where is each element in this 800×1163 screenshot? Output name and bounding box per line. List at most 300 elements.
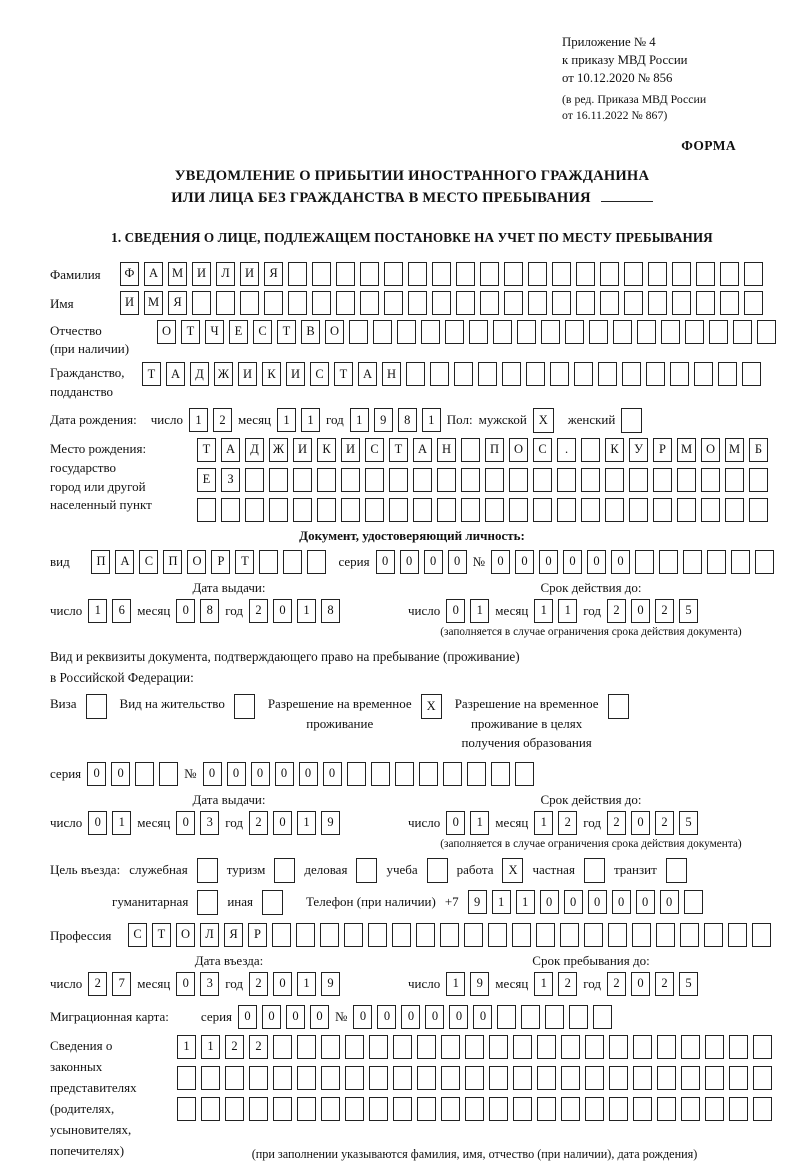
checkbox-cell[interactable] — [427, 858, 448, 883]
char-box[interactable]: 0 — [611, 550, 630, 574]
char-box[interactable] — [393, 1035, 412, 1059]
char-box[interactable] — [550, 362, 569, 386]
char-box[interactable] — [581, 438, 600, 462]
char-box[interactable]: 0 — [353, 1005, 372, 1029]
char-box[interactable] — [245, 468, 264, 492]
char-box[interactable]: 0 — [111, 762, 130, 786]
checkbox-cell[interactable] — [274, 858, 295, 883]
char-box[interactable]: 2 — [655, 972, 674, 996]
char-box[interactable] — [624, 291, 643, 315]
char-box[interactable] — [605, 468, 624, 492]
char-box[interactable] — [742, 362, 761, 386]
char-box[interactable]: А — [166, 362, 185, 386]
char-box[interactable]: О — [176, 923, 195, 947]
char-box[interactable] — [249, 1066, 268, 1090]
char-box[interactable]: 3 — [200, 811, 219, 835]
char-box[interactable] — [729, 1066, 748, 1090]
char-box[interactable] — [696, 291, 715, 315]
char-box[interactable]: 0 — [424, 550, 443, 574]
char-box[interactable] — [413, 498, 432, 522]
char-box[interactable] — [593, 1005, 612, 1029]
checkbox-cell[interactable] — [234, 694, 255, 719]
char-box[interactable] — [684, 890, 703, 914]
char-box[interactable]: 1 — [534, 972, 553, 996]
char-box[interactable] — [296, 923, 315, 947]
char-box[interactable] — [297, 1066, 316, 1090]
char-box[interactable] — [297, 1097, 316, 1121]
char-box[interactable] — [393, 1097, 412, 1121]
char-box[interactable] — [489, 1097, 508, 1121]
char-box[interactable]: 0 — [176, 599, 195, 623]
char-box[interactable]: 0 — [376, 550, 395, 574]
char-box[interactable]: Т — [334, 362, 353, 386]
char-box[interactable]: Е — [197, 468, 216, 492]
char-box[interactable]: 5 — [679, 811, 698, 835]
char-box[interactable] — [541, 320, 560, 344]
char-box[interactable]: 0 — [176, 972, 195, 996]
char-box[interactable] — [517, 320, 536, 344]
char-box[interactable]: 0 — [251, 762, 270, 786]
char-box[interactable]: 1 — [492, 890, 511, 914]
char-box[interactable] — [680, 923, 699, 947]
char-box[interactable] — [635, 550, 654, 574]
char-box[interactable] — [135, 762, 154, 786]
char-box[interactable] — [528, 262, 547, 286]
char-box[interactable] — [709, 320, 728, 344]
char-box[interactable]: 1 — [534, 599, 553, 623]
char-box[interactable] — [456, 262, 475, 286]
char-box[interactable] — [533, 498, 552, 522]
char-box[interactable]: В — [301, 320, 320, 344]
char-box[interactable]: 2 — [558, 811, 577, 835]
char-box[interactable]: 2 — [607, 972, 626, 996]
char-box[interactable] — [609, 1035, 628, 1059]
char-box[interactable] — [653, 468, 672, 492]
char-box[interactable] — [509, 498, 528, 522]
char-box[interactable]: 0 — [631, 811, 650, 835]
char-box[interactable]: 1 — [201, 1035, 220, 1059]
char-box[interactable]: 1 — [88, 599, 107, 623]
char-box[interactable]: 0 — [88, 811, 107, 835]
char-box[interactable]: 0 — [400, 550, 419, 574]
char-box[interactable] — [413, 468, 432, 492]
char-box[interactable] — [441, 1066, 460, 1090]
char-box[interactable] — [485, 498, 504, 522]
char-box[interactable] — [417, 1035, 436, 1059]
char-box[interactable] — [273, 1066, 292, 1090]
char-box[interactable]: . — [557, 438, 576, 462]
char-box[interactable]: 1 — [470, 811, 489, 835]
char-box[interactable]: Т — [152, 923, 171, 947]
char-box[interactable] — [464, 923, 483, 947]
char-box[interactable] — [497, 1005, 516, 1029]
char-box[interactable]: Ф — [120, 262, 139, 286]
char-box[interactable] — [672, 262, 691, 286]
char-box[interactable] — [159, 762, 178, 786]
char-box[interactable] — [585, 1097, 604, 1121]
char-box[interactable] — [365, 498, 384, 522]
char-box[interactable]: А — [144, 262, 163, 286]
char-box[interactable] — [744, 291, 763, 315]
char-box[interactable] — [201, 1066, 220, 1090]
char-box[interactable] — [657, 1066, 676, 1090]
char-box[interactable] — [656, 923, 675, 947]
char-box[interactable] — [537, 1035, 556, 1059]
char-box[interactable] — [445, 320, 464, 344]
char-box[interactable] — [480, 291, 499, 315]
char-box[interactable] — [632, 923, 651, 947]
char-box[interactable] — [504, 262, 523, 286]
char-box[interactable]: 0 — [612, 890, 631, 914]
char-box[interactable]: Л — [200, 923, 219, 947]
char-box[interactable] — [670, 362, 689, 386]
char-box[interactable]: Т — [197, 438, 216, 462]
char-box[interactable]: 0 — [491, 550, 510, 574]
char-box[interactable] — [557, 498, 576, 522]
char-box[interactable] — [609, 1066, 628, 1090]
char-box[interactable] — [696, 262, 715, 286]
char-box[interactable] — [417, 1066, 436, 1090]
char-box[interactable]: 2 — [88, 972, 107, 996]
char-box[interactable] — [600, 262, 619, 286]
char-box[interactable] — [552, 291, 571, 315]
char-box[interactable] — [269, 468, 288, 492]
char-box[interactable]: М — [144, 291, 163, 315]
char-box[interactable] — [744, 262, 763, 286]
char-box[interactable]: 1 — [350, 408, 369, 432]
char-box[interactable]: С — [533, 438, 552, 462]
char-box[interactable]: 2 — [249, 599, 268, 623]
char-box[interactable]: Ж — [214, 362, 233, 386]
char-box[interactable] — [565, 320, 584, 344]
char-box[interactable] — [369, 1097, 388, 1121]
char-box[interactable]: 1 — [422, 408, 441, 432]
char-box[interactable] — [561, 1097, 580, 1121]
checkbox-cell[interactable] — [608, 694, 629, 719]
char-box[interactable] — [432, 291, 451, 315]
char-box[interactable] — [392, 923, 411, 947]
char-box[interactable] — [521, 1005, 540, 1029]
char-box[interactable] — [201, 1097, 220, 1121]
checkbox-cell[interactable] — [356, 858, 377, 883]
char-box[interactable] — [528, 291, 547, 315]
char-box[interactable] — [461, 498, 480, 522]
char-box[interactable] — [240, 291, 259, 315]
char-box[interactable] — [345, 1035, 364, 1059]
char-box[interactable]: 1 — [297, 599, 316, 623]
char-box[interactable] — [731, 550, 750, 574]
char-box[interactable]: А — [221, 438, 240, 462]
char-box[interactable] — [537, 1066, 556, 1090]
char-box[interactable] — [336, 262, 355, 286]
char-box[interactable]: 9 — [468, 890, 487, 914]
char-box[interactable]: О — [157, 320, 176, 344]
char-box[interactable]: 1 — [470, 599, 489, 623]
char-box[interactable]: 0 — [540, 890, 559, 914]
char-box[interactable] — [371, 762, 390, 786]
char-box[interactable] — [245, 498, 264, 522]
char-box[interactable] — [536, 923, 555, 947]
char-box[interactable]: И — [341, 438, 360, 462]
char-box[interactable]: 9 — [321, 811, 340, 835]
char-box[interactable] — [349, 320, 368, 344]
char-box[interactable]: 7 — [112, 972, 131, 996]
char-box[interactable] — [465, 1035, 484, 1059]
char-box[interactable] — [467, 762, 486, 786]
char-box[interactable] — [344, 923, 363, 947]
char-box[interactable] — [432, 262, 451, 286]
char-box[interactable] — [454, 362, 473, 386]
char-box[interactable]: 1 — [516, 890, 535, 914]
char-box[interactable]: 2 — [655, 599, 674, 623]
char-box[interactable] — [755, 550, 774, 574]
char-box[interactable] — [561, 1035, 580, 1059]
char-box[interactable] — [264, 291, 283, 315]
char-box[interactable] — [397, 320, 416, 344]
char-box[interactable]: 0 — [631, 599, 650, 623]
char-box[interactable] — [728, 923, 747, 947]
char-box[interactable] — [417, 1097, 436, 1121]
char-box[interactable] — [341, 498, 360, 522]
char-box[interactable] — [515, 762, 534, 786]
char-box[interactable] — [225, 1066, 244, 1090]
char-box[interactable] — [585, 1035, 604, 1059]
char-box[interactable]: 0 — [425, 1005, 444, 1029]
char-box[interactable]: 1 — [558, 599, 577, 623]
char-box[interactable] — [221, 498, 240, 522]
char-box[interactable]: П — [91, 550, 110, 574]
char-box[interactable] — [605, 498, 624, 522]
char-box[interactable]: О — [325, 320, 344, 344]
char-box[interactable]: 0 — [401, 1005, 420, 1029]
char-box[interactable] — [177, 1066, 196, 1090]
char-box[interactable]: Я — [168, 291, 187, 315]
checkbox-cell[interactable] — [584, 858, 605, 883]
char-box[interactable]: О — [701, 438, 720, 462]
char-box[interactable] — [648, 291, 667, 315]
char-box[interactable]: 0 — [377, 1005, 396, 1029]
char-box[interactable] — [672, 291, 691, 315]
char-box[interactable]: И — [293, 438, 312, 462]
char-box[interactable] — [576, 262, 595, 286]
char-box[interactable] — [681, 1035, 700, 1059]
char-box[interactable] — [461, 438, 480, 462]
char-box[interactable]: 0 — [176, 811, 195, 835]
char-box[interactable] — [749, 468, 768, 492]
char-box[interactable] — [225, 1097, 244, 1121]
char-box[interactable]: И — [286, 362, 305, 386]
char-box[interactable]: 1 — [446, 972, 465, 996]
char-box[interactable]: И — [240, 262, 259, 286]
char-box[interactable]: 1 — [277, 408, 296, 432]
char-box[interactable]: 6 — [112, 599, 131, 623]
char-box[interactable]: 9 — [374, 408, 393, 432]
char-box[interactable] — [705, 1035, 724, 1059]
char-box[interactable] — [752, 923, 771, 947]
char-box[interactable]: С — [128, 923, 147, 947]
char-box[interactable]: 0 — [539, 550, 558, 574]
char-box[interactable] — [729, 1035, 748, 1059]
char-box[interactable]: 0 — [631, 972, 650, 996]
char-box[interactable]: 2 — [607, 811, 626, 835]
char-box[interactable] — [613, 320, 632, 344]
char-box[interactable] — [347, 762, 366, 786]
char-box[interactable] — [581, 498, 600, 522]
checkbox-cell[interactable] — [621, 408, 642, 433]
char-box[interactable]: Ж — [269, 438, 288, 462]
char-box[interactable] — [317, 498, 336, 522]
char-box[interactable] — [373, 320, 392, 344]
char-box[interactable]: 8 — [200, 599, 219, 623]
char-box[interactable]: 0 — [473, 1005, 492, 1029]
char-box[interactable]: 0 — [588, 890, 607, 914]
char-box[interactable]: 8 — [398, 408, 417, 432]
char-box[interactable] — [633, 1097, 652, 1121]
char-box[interactable]: 0 — [273, 599, 292, 623]
char-box[interactable]: 0 — [446, 599, 465, 623]
char-box[interactable] — [705, 1066, 724, 1090]
char-box[interactable] — [288, 262, 307, 286]
char-box[interactable]: 0 — [587, 550, 606, 574]
char-box[interactable]: 2 — [249, 972, 268, 996]
char-box[interactable]: 9 — [321, 972, 340, 996]
char-box[interactable] — [384, 291, 403, 315]
char-box[interactable] — [441, 1035, 460, 1059]
char-box[interactable]: С — [253, 320, 272, 344]
char-box[interactable]: Е — [229, 320, 248, 344]
char-box[interactable] — [393, 1066, 412, 1090]
char-box[interactable] — [648, 262, 667, 286]
char-box[interactable] — [683, 550, 702, 574]
char-box[interactable] — [293, 468, 312, 492]
char-box[interactable] — [661, 320, 680, 344]
char-box[interactable] — [705, 1097, 724, 1121]
char-box[interactable]: А — [115, 550, 134, 574]
char-box[interactable]: 0 — [323, 762, 342, 786]
char-box[interactable] — [694, 362, 713, 386]
char-box[interactable] — [513, 1066, 532, 1090]
char-box[interactable]: 0 — [446, 811, 465, 835]
char-box[interactable] — [406, 362, 425, 386]
char-box[interactable] — [533, 468, 552, 492]
char-box[interactable] — [633, 1035, 652, 1059]
char-box[interactable]: 1 — [534, 811, 553, 835]
char-box[interactable] — [720, 262, 739, 286]
char-box[interactable] — [502, 362, 521, 386]
char-box[interactable]: Я — [224, 923, 243, 947]
char-box[interactable] — [552, 262, 571, 286]
char-box[interactable]: 1 — [301, 408, 320, 432]
char-box[interactable] — [753, 1097, 772, 1121]
char-box[interactable]: Б — [749, 438, 768, 462]
char-box[interactable]: 2 — [249, 811, 268, 835]
char-box[interactable]: 2 — [213, 408, 232, 432]
char-box[interactable] — [757, 320, 776, 344]
char-box[interactable] — [513, 1097, 532, 1121]
char-box[interactable]: 0 — [87, 762, 106, 786]
char-box[interactable] — [437, 468, 456, 492]
char-box[interactable] — [609, 1097, 628, 1121]
char-box[interactable] — [216, 291, 235, 315]
char-box[interactable] — [608, 923, 627, 947]
char-box[interactable] — [489, 1066, 508, 1090]
char-box[interactable] — [504, 291, 523, 315]
char-box[interactable]: 1 — [189, 408, 208, 432]
char-box[interactable]: 5 — [679, 599, 698, 623]
char-box[interactable] — [569, 1005, 588, 1029]
char-box[interactable]: О — [187, 550, 206, 574]
char-box[interactable]: 0 — [227, 762, 246, 786]
char-box[interactable]: 0 — [563, 550, 582, 574]
char-box[interactable]: М — [725, 438, 744, 462]
char-box[interactable] — [395, 762, 414, 786]
char-box[interactable]: Т — [142, 362, 161, 386]
char-box[interactable] — [491, 762, 510, 786]
char-box[interactable]: Ч — [205, 320, 224, 344]
char-box[interactable] — [177, 1097, 196, 1121]
char-box[interactable] — [273, 1035, 292, 1059]
char-box[interactable]: Т — [181, 320, 200, 344]
char-box[interactable] — [633, 1066, 652, 1090]
char-box[interactable]: К — [262, 362, 281, 386]
char-box[interactable] — [585, 1066, 604, 1090]
checkbox-cell[interactable]: X — [502, 858, 523, 883]
char-box[interactable] — [629, 498, 648, 522]
char-box[interactable] — [273, 1097, 292, 1121]
char-box[interactable] — [657, 1097, 676, 1121]
char-box[interactable] — [297, 1035, 316, 1059]
char-box[interactable]: 0 — [636, 890, 655, 914]
char-box[interactable]: 0 — [203, 762, 222, 786]
char-box[interactable] — [259, 550, 278, 574]
char-box[interactable]: 0 — [660, 890, 679, 914]
char-box[interactable] — [320, 923, 339, 947]
char-box[interactable] — [753, 1066, 772, 1090]
char-box[interactable] — [600, 291, 619, 315]
char-box[interactable]: 1 — [297, 811, 316, 835]
char-box[interactable]: 2 — [225, 1035, 244, 1059]
checkbox-cell[interactable] — [86, 694, 107, 719]
char-box[interactable] — [561, 1066, 580, 1090]
char-box[interactable]: 0 — [275, 762, 294, 786]
char-box[interactable]: 0 — [515, 550, 534, 574]
char-box[interactable] — [720, 291, 739, 315]
char-box[interactable]: Р — [653, 438, 672, 462]
char-box[interactable] — [345, 1066, 364, 1090]
char-box[interactable] — [512, 923, 531, 947]
char-box[interactable] — [341, 468, 360, 492]
char-box[interactable] — [389, 498, 408, 522]
char-box[interactable]: С — [365, 438, 384, 462]
char-box[interactable] — [465, 1066, 484, 1090]
char-box[interactable] — [440, 923, 459, 947]
char-box[interactable] — [312, 291, 331, 315]
char-box[interactable] — [622, 362, 641, 386]
char-box[interactable] — [707, 550, 726, 574]
char-box[interactable] — [443, 762, 462, 786]
char-box[interactable] — [478, 362, 497, 386]
char-box[interactable]: Н — [382, 362, 401, 386]
char-box[interactable]: Р — [211, 550, 230, 574]
char-box[interactable] — [288, 291, 307, 315]
char-box[interactable] — [589, 320, 608, 344]
char-box[interactable] — [659, 550, 678, 574]
char-box[interactable]: Т — [277, 320, 296, 344]
char-box[interactable] — [469, 320, 488, 344]
char-box[interactable]: Д — [245, 438, 264, 462]
char-box[interactable]: С — [310, 362, 329, 386]
char-box[interactable] — [272, 923, 291, 947]
